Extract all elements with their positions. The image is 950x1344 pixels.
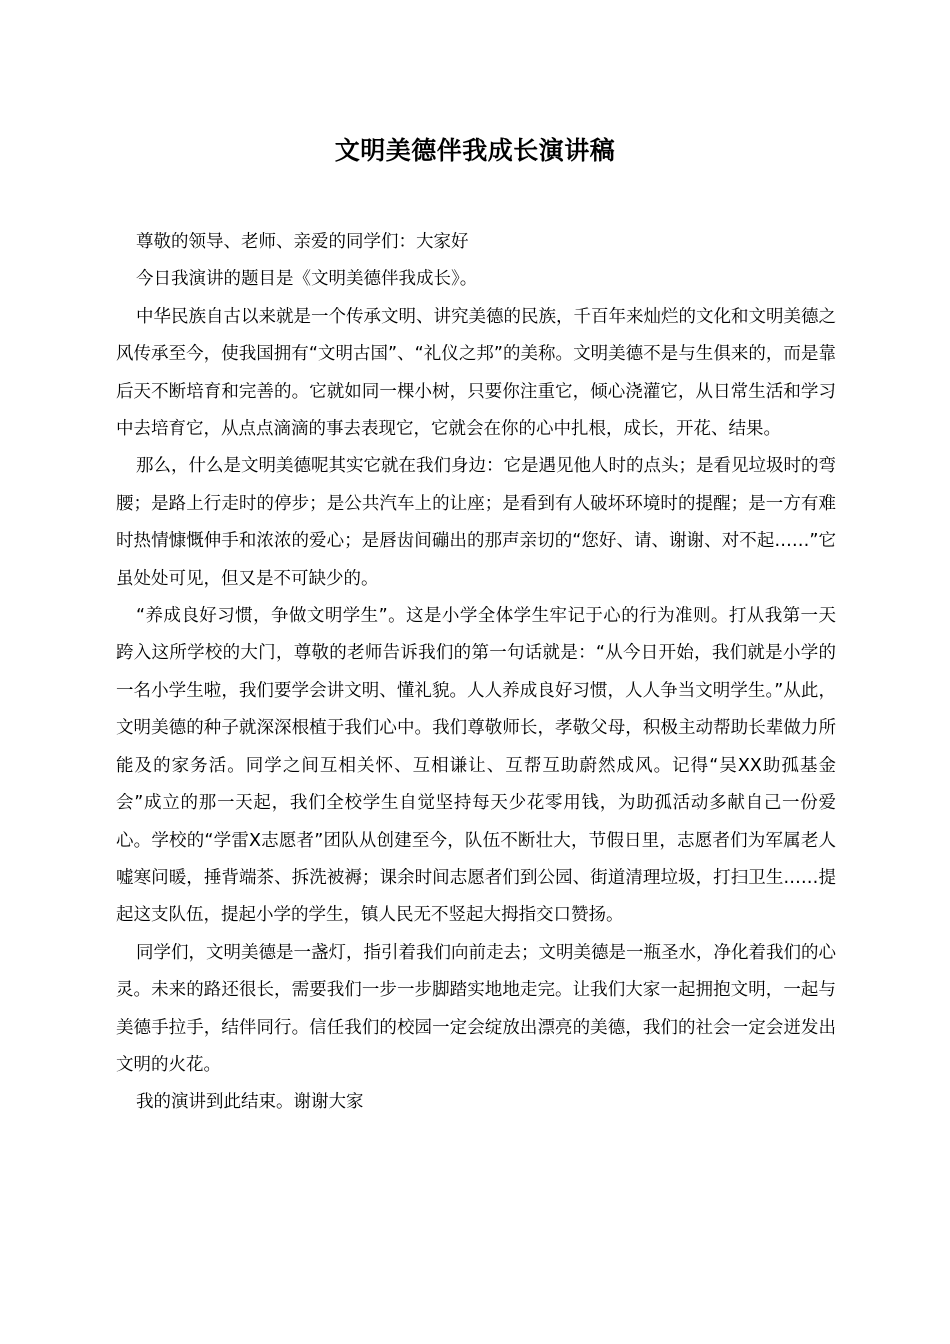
paragraph-conclusion: 同学们，文明美德是一盏灯，指引着我们向前走去；文明美德是一瓶圣水，净化着我们的心灵。未来的路还很长，需要我们一步一步脚踏实地地走完。让我们大家一起拥抱文明，一起与美德手拉手，结伴同行。信任我们的校园一定会绽放出漂亮的美德，我们的社会一定会迸发出文明的火花。 xyxy=(116,942,836,1075)
paragraph-school: “养成良好习惯，争做文明学生”。这是小学全体学生牢记于心的行为准则。打从我第一天跨入这所学校的大门，尊敬的老师告诉我们的第一句话就是：“从今日开始，我们就是小学的一名小学生啦，我们要学会讲文明、懂礼貌。人人养成良好习惯，人人争当文明学生。”从此，文明美德的种子就深深根植于我们心中。我们尊敬师长，孝敬父母，积极主动帮助长辈做力所能及的家务活。同学之间互相关怀、互相谦让、互帮互助蔚然成风。记得“吴XX助孤基金会”成立的那一天起，我们全校学生自觉坚持每天少花零用钱，为助孤活动多献自己一份爱心。学校的“学雷X志愿者”团队从创建至今，队伍不断壮大，节假日里，志愿者们为军属老人嘘寒问暖，捶背端茶、拆洗被褥；课余时间志愿者们到公园、街道清理垃圾，打扫卫生……提起这支队伍，提起小学的学生，镇人民无不竖起大拇指交口赞扬。 xyxy=(116,606,836,926)
paragraph-topic: 今日我演讲的题目是《文明美德伴我成长》。 xyxy=(136,269,478,290)
document-title: 文明美德伴我成长演讲稿 xyxy=(334,136,616,165)
paragraph-intro: 中华民族自古以来就是一个传承文明、讲究美德的民族，千百年来灿烂的文化和文明美德之风传承至今，使我国拥有“文明古国”、“礼仪之邦”的美称。文明美德不是与生俱来的，而是靠后天不断培育和完善的。它就如同一棵小树，只要你注重它，倾心浇灌它，从日常生活和学习中去培育它，从点点滴滴的事去表现它，它就会在你的心中扎根，成长，开花、结果。 xyxy=(116,306,836,440)
paragraph-examples: 那么，什么是文明美德呢其实它就在我们身边：它是遇见他人时的点头；是看见垃圾时的弯腰；是路上行走时的停步；是公共汽车上的让座；是看到有人破坏环境时的提醒；是一方有难时热情慷慨伸手和浓浓的爱心；是唇齿间磞出的那声亲切的“您好、请、谢谢、对不起……”它虽处处可见，但又是不可缺少的。 xyxy=(116,456,836,589)
document-body xyxy=(116,224,836,1122)
paragraph-closing: 我的演讲到此结束。谢谢大家 xyxy=(136,1092,364,1113)
paragraph-greeting: 尊敬的领导、老师、亲爱的同学们：大家好 xyxy=(136,232,469,252)
